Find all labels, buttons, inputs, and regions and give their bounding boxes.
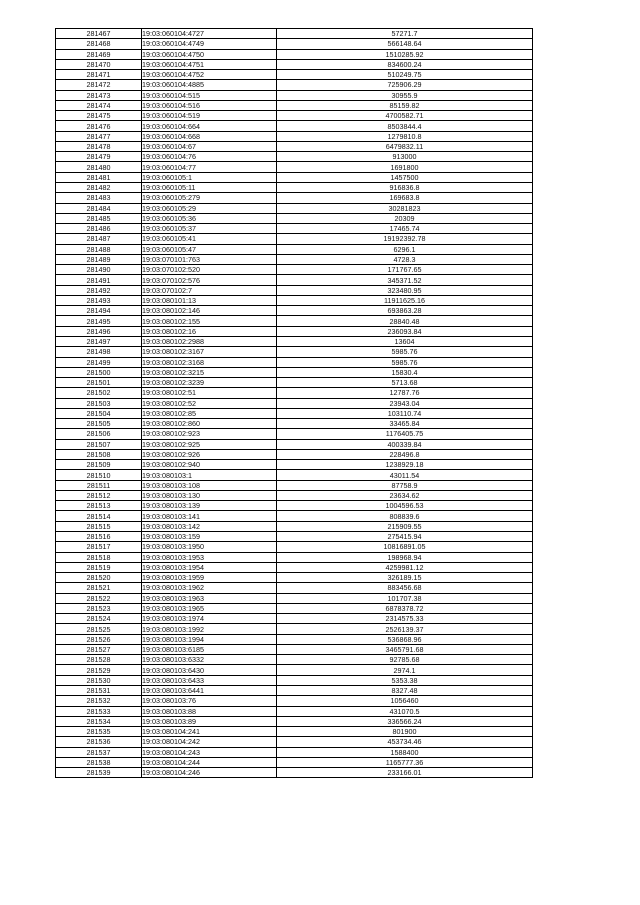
value-cell: 4728.3 bbox=[277, 254, 533, 264]
value-cell: 275415.94 bbox=[277, 532, 533, 542]
value-cell: 323480.95 bbox=[277, 285, 533, 295]
cadastral-number-cell: 19:03:060104:515 bbox=[142, 90, 277, 100]
cadastral-number-cell: 19:03:080103:6430 bbox=[142, 665, 277, 675]
value-cell: 215909.55 bbox=[277, 521, 533, 531]
table-row bbox=[56, 70, 533, 80]
value-cell: 6479832.11 bbox=[277, 141, 533, 151]
table-row bbox=[56, 316, 533, 326]
row-number-cell: 281517 bbox=[56, 542, 142, 552]
cadastral-number-cell: 19:03:080102:940 bbox=[142, 460, 277, 470]
row-number-cell: 281484 bbox=[56, 203, 142, 213]
row-number-cell: 281532 bbox=[56, 696, 142, 706]
cadastral-number-cell: 19:03:060104:4752 bbox=[142, 70, 277, 80]
cadastral-number-cell: 19:03:080104:242 bbox=[142, 737, 277, 747]
cadastral-number-cell: 19:03:070102:520 bbox=[142, 265, 277, 275]
cadastral-number-cell: 19:03:080103:159 bbox=[142, 532, 277, 542]
row-number-cell: 281513 bbox=[56, 501, 142, 511]
row-number-cell: 281489 bbox=[56, 254, 142, 264]
value-cell: 17465.74 bbox=[277, 224, 533, 234]
cadastral-number-cell: 19:03:080102:85 bbox=[142, 408, 277, 418]
row-number-cell: 281468 bbox=[56, 39, 142, 49]
row-number-cell: 281514 bbox=[56, 511, 142, 521]
row-number-cell: 281527 bbox=[56, 644, 142, 654]
table-row bbox=[56, 480, 533, 490]
value-cell: 1510285.92 bbox=[277, 49, 533, 59]
table-row bbox=[56, 90, 533, 100]
cadastral-number-cell: 19:03:060104:77 bbox=[142, 162, 277, 172]
row-number-cell: 281498 bbox=[56, 347, 142, 357]
value-cell: 4259981.12 bbox=[277, 562, 533, 572]
row-number-cell: 281525 bbox=[56, 624, 142, 634]
value-cell: 92785.68 bbox=[277, 655, 533, 665]
cadastral-number-cell: 19:03:060105:11 bbox=[142, 182, 277, 192]
cadastral-number-cell: 19:03:080103:108 bbox=[142, 480, 277, 490]
value-cell: 103110.74 bbox=[277, 408, 533, 418]
row-number-cell: 281533 bbox=[56, 706, 142, 716]
table-row bbox=[56, 244, 533, 254]
row-number-cell: 281509 bbox=[56, 460, 142, 470]
cadastral-number-cell: 19:03:060105:47 bbox=[142, 244, 277, 254]
value-cell: 2974.1 bbox=[277, 665, 533, 675]
row-number-cell: 281486 bbox=[56, 224, 142, 234]
table-row bbox=[56, 552, 533, 562]
row-number-cell: 281472 bbox=[56, 80, 142, 90]
cadastral-number-cell: 19:03:070102:7 bbox=[142, 285, 277, 295]
table-row bbox=[56, 378, 533, 388]
table-row bbox=[56, 111, 533, 121]
table-row bbox=[56, 419, 533, 429]
cadastral-number-cell: 19:03:080102:3239 bbox=[142, 378, 277, 388]
cadastral-number-cell: 19:03:080103:130 bbox=[142, 490, 277, 500]
row-number-cell: 281526 bbox=[56, 634, 142, 644]
row-number-cell: 281477 bbox=[56, 131, 142, 141]
cadastral-number-cell: 19:03:060104:668 bbox=[142, 131, 277, 141]
value-cell: 1004596.53 bbox=[277, 501, 533, 511]
table-row bbox=[56, 265, 533, 275]
table-row bbox=[56, 388, 533, 398]
row-number-cell: 281508 bbox=[56, 449, 142, 459]
table-row bbox=[56, 213, 533, 223]
cadastral-number-cell: 19:03:080103:6332 bbox=[142, 655, 277, 665]
value-cell: 57271.7 bbox=[277, 29, 533, 39]
table-row bbox=[56, 490, 533, 500]
row-number-cell: 281495 bbox=[56, 316, 142, 326]
row-number-cell: 281531 bbox=[56, 686, 142, 696]
row-number-cell: 281478 bbox=[56, 141, 142, 151]
cadastral-number-cell: 19:03:080103:6185 bbox=[142, 644, 277, 654]
table-row bbox=[56, 644, 533, 654]
cadastral-number-cell: 19:03:080104:246 bbox=[142, 768, 277, 778]
row-number-cell: 281539 bbox=[56, 768, 142, 778]
value-cell: 3465791.68 bbox=[277, 644, 533, 654]
table-row bbox=[56, 634, 533, 644]
value-cell: 6878378.72 bbox=[277, 603, 533, 613]
table-row bbox=[56, 665, 533, 675]
table-row bbox=[56, 583, 533, 593]
cadastral-number-cell: 19:03:070101:763 bbox=[142, 254, 277, 264]
value-cell: 510249.75 bbox=[277, 70, 533, 80]
row-number-cell: 281522 bbox=[56, 593, 142, 603]
row-number-cell: 281482 bbox=[56, 182, 142, 192]
table-row bbox=[56, 768, 533, 778]
table-row bbox=[56, 757, 533, 767]
table-row bbox=[56, 336, 533, 346]
cadastral-number-cell: 19:03:060105:37 bbox=[142, 224, 277, 234]
cadastral-number-cell: 19:03:080103:1974 bbox=[142, 614, 277, 624]
cadastral-value-table bbox=[55, 28, 533, 778]
row-number-cell: 281534 bbox=[56, 716, 142, 726]
table-row bbox=[56, 29, 533, 39]
value-cell: 1165777.36 bbox=[277, 757, 533, 767]
cadastral-number-cell: 19:03:080104:241 bbox=[142, 727, 277, 737]
row-number-cell: 281505 bbox=[56, 419, 142, 429]
cadastral-number-cell: 19:03:080103:1962 bbox=[142, 583, 277, 593]
table-row bbox=[56, 675, 533, 685]
table-row bbox=[56, 737, 533, 747]
value-cell: 11911625.16 bbox=[277, 295, 533, 305]
cadastral-number-cell: 19:03:080103:1992 bbox=[142, 624, 277, 634]
table-row bbox=[56, 614, 533, 624]
cadastral-number-cell: 19:03:060104:4751 bbox=[142, 59, 277, 69]
table-row bbox=[56, 80, 533, 90]
row-number-cell: 281483 bbox=[56, 193, 142, 203]
table-row bbox=[56, 295, 533, 305]
value-cell: 400339.84 bbox=[277, 439, 533, 449]
table-row bbox=[56, 203, 533, 213]
cadastral-number-cell: 19:03:080103:1950 bbox=[142, 542, 277, 552]
row-number-cell: 281470 bbox=[56, 59, 142, 69]
table-row bbox=[56, 234, 533, 244]
value-cell: 85159.82 bbox=[277, 100, 533, 110]
row-number-cell: 281519 bbox=[56, 562, 142, 572]
value-cell: 33465.84 bbox=[277, 419, 533, 429]
value-cell: 87758.9 bbox=[277, 480, 533, 490]
value-cell: 916836.8 bbox=[277, 182, 533, 192]
table-row bbox=[56, 347, 533, 357]
table-row bbox=[56, 521, 533, 531]
table-row bbox=[56, 367, 533, 377]
table-row bbox=[56, 562, 533, 572]
cadastral-number-cell: 19:03:080103:142 bbox=[142, 521, 277, 531]
value-cell: 808839.6 bbox=[277, 511, 533, 521]
value-cell: 1056460 bbox=[277, 696, 533, 706]
table-row bbox=[56, 49, 533, 59]
value-cell: 169683.8 bbox=[277, 193, 533, 203]
table-row bbox=[56, 121, 533, 131]
value-cell: 431070.5 bbox=[277, 706, 533, 716]
row-number-cell: 281511 bbox=[56, 480, 142, 490]
value-cell: 453734.46 bbox=[277, 737, 533, 747]
cadastral-number-cell: 19:03:080103:139 bbox=[142, 501, 277, 511]
value-cell: 834600.24 bbox=[277, 59, 533, 69]
cadastral-number-cell: 19:03:080103:88 bbox=[142, 706, 277, 716]
value-cell: 23943.04 bbox=[277, 398, 533, 408]
value-cell: 345371.52 bbox=[277, 275, 533, 285]
cadastral-number-cell: 19:03:080102:3215 bbox=[142, 367, 277, 377]
value-cell: 1176405.75 bbox=[277, 429, 533, 439]
cadastral-number-cell: 19:03:080103:1959 bbox=[142, 573, 277, 583]
row-number-cell: 281490 bbox=[56, 265, 142, 275]
cadastral-number-cell: 19:03:080103:89 bbox=[142, 716, 277, 726]
cadastral-number-cell: 19:03:080103:6433 bbox=[142, 675, 277, 685]
row-number-cell: 281503 bbox=[56, 398, 142, 408]
cadastral-number-cell: 19:03:060104:664 bbox=[142, 121, 277, 131]
value-cell: 236093.84 bbox=[277, 326, 533, 336]
row-number-cell: 281485 bbox=[56, 213, 142, 223]
cadastral-number-cell: 19:03:080102:155 bbox=[142, 316, 277, 326]
cadastral-number-cell: 19:03:060104:516 bbox=[142, 100, 277, 110]
table-row bbox=[56, 326, 533, 336]
value-cell: 536868.96 bbox=[277, 634, 533, 644]
value-cell: 566148.64 bbox=[277, 39, 533, 49]
value-cell: 913000 bbox=[277, 152, 533, 162]
table-row bbox=[56, 152, 533, 162]
row-number-cell: 281494 bbox=[56, 306, 142, 316]
row-number-cell: 281515 bbox=[56, 521, 142, 531]
row-number-cell: 281474 bbox=[56, 100, 142, 110]
table-row bbox=[56, 460, 533, 470]
table-row bbox=[56, 398, 533, 408]
cadastral-number-cell: 19:03:070102:576 bbox=[142, 275, 277, 285]
cadastral-number-cell: 19:03:080102:3167 bbox=[142, 347, 277, 357]
table-row bbox=[56, 182, 533, 192]
value-cell: 198968.94 bbox=[277, 552, 533, 562]
value-cell: 13604 bbox=[277, 336, 533, 346]
row-number-cell: 281476 bbox=[56, 121, 142, 131]
cadastral-number-cell: 19:03:080102:860 bbox=[142, 419, 277, 429]
table-row bbox=[56, 306, 533, 316]
row-number-cell: 281481 bbox=[56, 172, 142, 182]
row-number-cell: 281510 bbox=[56, 470, 142, 480]
table-row bbox=[56, 429, 533, 439]
value-cell: 10816891.05 bbox=[277, 542, 533, 552]
row-number-cell: 281512 bbox=[56, 490, 142, 500]
value-cell: 101707.38 bbox=[277, 593, 533, 603]
cadastral-number-cell: 19:03:080103:1965 bbox=[142, 603, 277, 613]
value-cell: 23634.62 bbox=[277, 490, 533, 500]
value-cell: 30955.9 bbox=[277, 90, 533, 100]
cadastral-number-cell: 19:03:080102:923 bbox=[142, 429, 277, 439]
row-number-cell: 281518 bbox=[56, 552, 142, 562]
row-number-cell: 281507 bbox=[56, 439, 142, 449]
value-cell: 171767.65 bbox=[277, 265, 533, 275]
row-number-cell: 281467 bbox=[56, 29, 142, 39]
value-cell: 4700582.71 bbox=[277, 111, 533, 121]
table-row bbox=[56, 131, 533, 141]
value-cell: 693863.28 bbox=[277, 306, 533, 316]
value-cell: 1457500 bbox=[277, 172, 533, 182]
table-row bbox=[56, 172, 533, 182]
table-row bbox=[56, 357, 533, 367]
row-number-cell: 281504 bbox=[56, 408, 142, 418]
cadastral-number-cell: 19:03:080102:52 bbox=[142, 398, 277, 408]
table-row bbox=[56, 408, 533, 418]
table-row bbox=[56, 532, 533, 542]
cadastral-number-cell: 19:03:060104:4727 bbox=[142, 29, 277, 39]
value-cell: 30281823 bbox=[277, 203, 533, 213]
table-row bbox=[56, 747, 533, 757]
value-cell: 801900 bbox=[277, 727, 533, 737]
table-row bbox=[56, 686, 533, 696]
row-number-cell: 281488 bbox=[56, 244, 142, 254]
row-number-cell: 281528 bbox=[56, 655, 142, 665]
cadastral-number-cell: 19:03:080104:244 bbox=[142, 757, 277, 767]
table-row bbox=[56, 449, 533, 459]
value-cell: 28840.48 bbox=[277, 316, 533, 326]
cadastral-number-cell: 19:03:080103:1 bbox=[142, 470, 277, 480]
row-number-cell: 281469 bbox=[56, 49, 142, 59]
cadastral-number-cell: 19:03:060105:279 bbox=[142, 193, 277, 203]
table-row bbox=[56, 624, 533, 634]
row-number-cell: 281491 bbox=[56, 275, 142, 285]
table-row bbox=[56, 542, 533, 552]
cadastral-number-cell: 19:03:080103:1994 bbox=[142, 634, 277, 644]
cadastral-number-cell: 19:03:080103:6441 bbox=[142, 686, 277, 696]
table-row bbox=[56, 193, 533, 203]
value-cell: 2526139.37 bbox=[277, 624, 533, 634]
table-row bbox=[56, 573, 533, 583]
row-number-cell: 281516 bbox=[56, 532, 142, 542]
value-cell: 228496.8 bbox=[277, 449, 533, 459]
row-number-cell: 281493 bbox=[56, 295, 142, 305]
table-body bbox=[56, 29, 533, 778]
cadastral-number-cell: 19:03:080103:141 bbox=[142, 511, 277, 521]
row-number-cell: 281530 bbox=[56, 675, 142, 685]
value-cell: 5985.76 bbox=[277, 347, 533, 357]
cadastral-number-cell: 19:03:080101:13 bbox=[142, 295, 277, 305]
cadastral-number-cell: 19:03:080102:2988 bbox=[142, 336, 277, 346]
table-row bbox=[56, 655, 533, 665]
row-number-cell: 281496 bbox=[56, 326, 142, 336]
cadastral-number-cell: 19:03:060104:4885 bbox=[142, 80, 277, 90]
row-number-cell: 281506 bbox=[56, 429, 142, 439]
row-number-cell: 281480 bbox=[56, 162, 142, 172]
cadastral-number-cell: 19:03:080104:243 bbox=[142, 747, 277, 757]
row-number-cell: 281487 bbox=[56, 234, 142, 244]
row-number-cell: 281523 bbox=[56, 603, 142, 613]
cadastral-number-cell: 19:03:060105:41 bbox=[142, 234, 277, 244]
row-number-cell: 281537 bbox=[56, 747, 142, 757]
table-row bbox=[56, 59, 533, 69]
value-cell: 5713.68 bbox=[277, 378, 533, 388]
value-cell: 1588400 bbox=[277, 747, 533, 757]
value-cell: 12787.76 bbox=[277, 388, 533, 398]
row-number-cell: 281529 bbox=[56, 665, 142, 675]
value-cell: 19192392.78 bbox=[277, 234, 533, 244]
value-cell: 233166.01 bbox=[277, 768, 533, 778]
value-cell: 6296.1 bbox=[277, 244, 533, 254]
table-row bbox=[56, 593, 533, 603]
value-cell: 8503844.4 bbox=[277, 121, 533, 131]
cadastral-number-cell: 19:03:080102:926 bbox=[142, 449, 277, 459]
table-row bbox=[56, 716, 533, 726]
row-number-cell: 281535 bbox=[56, 727, 142, 737]
row-number-cell: 281479 bbox=[56, 152, 142, 162]
table-row bbox=[56, 603, 533, 613]
row-number-cell: 281471 bbox=[56, 70, 142, 80]
row-number-cell: 281500 bbox=[56, 367, 142, 377]
table-row bbox=[56, 162, 533, 172]
value-cell: 2314575.33 bbox=[277, 614, 533, 624]
row-number-cell: 281520 bbox=[56, 573, 142, 583]
cadastral-number-cell: 19:03:060104:67 bbox=[142, 141, 277, 151]
table-row bbox=[56, 224, 533, 234]
cadastral-number-cell: 19:03:060104:76 bbox=[142, 152, 277, 162]
cadastral-number-cell: 19:03:080102:146 bbox=[142, 306, 277, 316]
table-row bbox=[56, 706, 533, 716]
table-row bbox=[56, 727, 533, 737]
cadastral-number-cell: 19:03:080102:925 bbox=[142, 439, 277, 449]
row-number-cell: 281473 bbox=[56, 90, 142, 100]
table-row bbox=[56, 511, 533, 521]
cadastral-number-cell: 19:03:080102:3168 bbox=[142, 357, 277, 367]
value-cell: 5353.38 bbox=[277, 675, 533, 685]
table-row bbox=[56, 696, 533, 706]
cadastral-number-cell: 19:03:080103:76 bbox=[142, 696, 277, 706]
cadastral-number-cell: 19:03:060104:4750 bbox=[142, 49, 277, 59]
value-cell: 883456.68 bbox=[277, 583, 533, 593]
row-number-cell: 281499 bbox=[56, 357, 142, 367]
table-row bbox=[56, 100, 533, 110]
row-number-cell: 281497 bbox=[56, 336, 142, 346]
row-number-cell: 281501 bbox=[56, 378, 142, 388]
table-row bbox=[56, 285, 533, 295]
table-row bbox=[56, 275, 533, 285]
row-number-cell: 281536 bbox=[56, 737, 142, 747]
table-row bbox=[56, 470, 533, 480]
value-cell: 20309 bbox=[277, 213, 533, 223]
row-number-cell: 281524 bbox=[56, 614, 142, 624]
cadastral-number-cell: 19:03:080102:16 bbox=[142, 326, 277, 336]
value-cell: 326189.15 bbox=[277, 573, 533, 583]
value-cell: 5985.76 bbox=[277, 357, 533, 367]
value-cell: 336566.24 bbox=[277, 716, 533, 726]
table-row bbox=[56, 39, 533, 49]
row-number-cell: 281538 bbox=[56, 757, 142, 767]
value-cell: 1279810.8 bbox=[277, 131, 533, 141]
value-cell: 1691800 bbox=[277, 162, 533, 172]
table-row bbox=[56, 439, 533, 449]
cadastral-number-cell: 19:03:080103:1953 bbox=[142, 552, 277, 562]
cadastral-number-cell: 19:03:080103:1954 bbox=[142, 562, 277, 572]
cadastral-number-cell: 19:03:060105:1 bbox=[142, 172, 277, 182]
cadastral-number-cell: 19:03:060104:4749 bbox=[142, 39, 277, 49]
cadastral-number-cell: 19:03:080102:51 bbox=[142, 388, 277, 398]
value-cell: 725906.29 bbox=[277, 80, 533, 90]
row-number-cell: 281492 bbox=[56, 285, 142, 295]
table-row bbox=[56, 501, 533, 511]
cadastral-number-cell: 19:03:060105:29 bbox=[142, 203, 277, 213]
value-cell: 8327.48 bbox=[277, 686, 533, 696]
value-cell: 1238929.18 bbox=[277, 460, 533, 470]
row-number-cell: 281521 bbox=[56, 583, 142, 593]
row-number-cell: 281502 bbox=[56, 388, 142, 398]
value-cell: 43011.54 bbox=[277, 470, 533, 480]
cadastral-number-cell: 19:03:060105:36 bbox=[142, 213, 277, 223]
value-cell: 15830.4 bbox=[277, 367, 533, 377]
row-number-cell: 281475 bbox=[56, 111, 142, 121]
table-row bbox=[56, 141, 533, 151]
table-row bbox=[56, 254, 533, 264]
cadastral-number-cell: 19:03:080103:1963 bbox=[142, 593, 277, 603]
cadastral-number-cell: 19:03:060104:519 bbox=[142, 111, 277, 121]
